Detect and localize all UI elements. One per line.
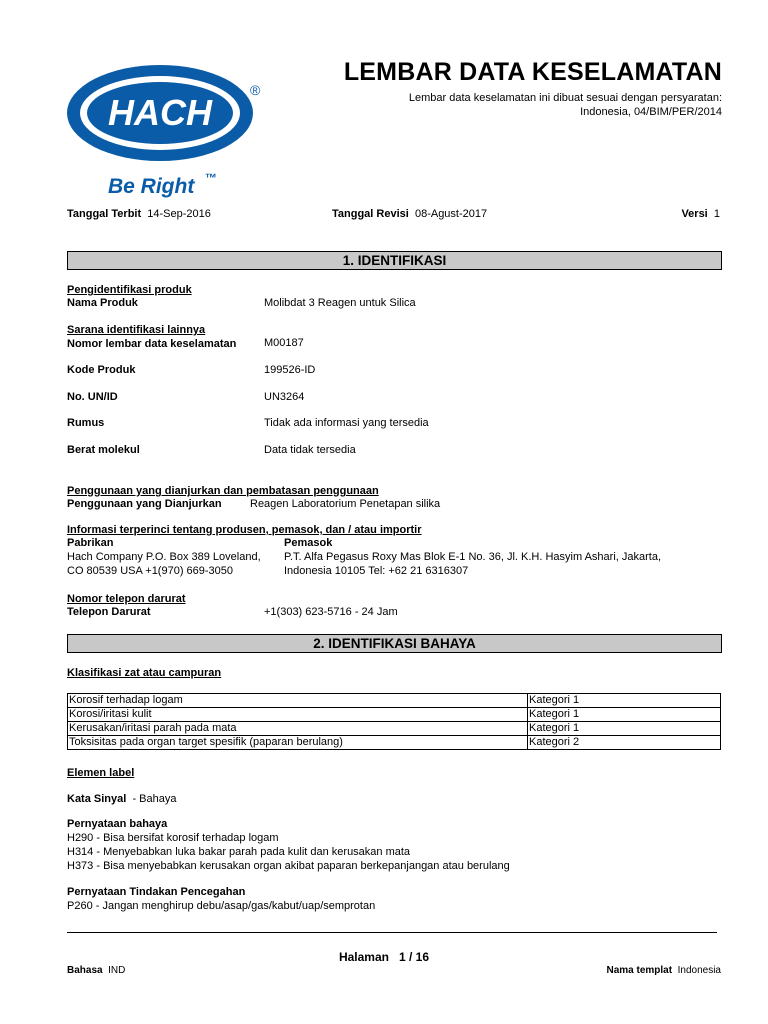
molecular-weight-label: Berat molekul	[67, 444, 140, 456]
sds-number-value: M00187	[264, 337, 304, 349]
sds-number-label: Nomor lembar data keselamatan	[67, 338, 237, 350]
page-label: Halaman	[338, 950, 389, 964]
product-id-heading: Pengidentifikasi produk	[67, 284, 192, 296]
document-title: LEMBAR DATA KESELAMATAN	[343, 58, 722, 86]
product-code-label: Kode Produk	[67, 364, 136, 376]
page-number	[0, 950, 768, 964]
section-2-header: 2. IDENTIFIKASI BAHAYA	[67, 634, 722, 653]
supplier-line-1: P.T. Alfa Pegasus Roxy Mas Blok E-1 No. 36, Jl. K.H. Hasyim Ashari, Jakarta,	[284, 551, 662, 563]
hazard-statement: H290 - Bisa bersifat korosif terhadap logam	[67, 832, 279, 844]
category-cell: Kategori 1	[528, 708, 721, 722]
manufacturer-address	[67, 550, 261, 578]
product-code-value: 199526-ID	[264, 364, 316, 376]
other-id-heading: Sarana identifikasi lainnya	[67, 324, 206, 336]
hazard-statement: H373 - Bisa menyebabkan kerusakan organ akibat paparan berkepanjangan atau berulang	[67, 860, 510, 872]
hazard-statements-list	[67, 831, 510, 873]
molecular-weight-value: Data tidak tersedia	[264, 444, 356, 456]
un-value: UN3264	[264, 391, 305, 403]
hazard-statements-heading: Pernyataan bahaya	[67, 818, 168, 830]
subtitle-line-2: Indonesia, 04/BIM/PER/2014	[580, 106, 722, 118]
footer-template	[560, 965, 721, 976]
template-value: Indonesia	[677, 965, 721, 976]
logo-tm: ™	[205, 171, 217, 185]
footer-divider	[67, 932, 717, 933]
table-row	[68, 722, 721, 736]
emergency-phone-value: +1(303) 623-5716 - 24 Jam	[264, 606, 398, 618]
hazard-cell: Toksisitas pada organ target spesifik (paparan berulang)	[68, 736, 528, 750]
supplier-label: Pemasok	[284, 537, 333, 549]
logo-registered: ®	[250, 82, 261, 98]
version-value: 1	[713, 208, 720, 220]
signal-word-value: - Bahaya	[132, 793, 177, 805]
formula-label: Rumus	[67, 417, 105, 429]
label-elements-heading: Elemen label	[67, 767, 135, 779]
supplier-line-2: Indonesia 10105 Tel: +62 21 6316307	[284, 565, 469, 577]
language-value: IND	[108, 965, 126, 976]
issue-date	[67, 208, 211, 220]
hach-logo	[64, 62, 270, 202]
table-row	[68, 736, 721, 750]
issue-date-value: 14-Sep-2016	[147, 208, 211, 220]
version-label: Versi	[681, 208, 708, 220]
formula-value: Tidak ada informasi yang tersedia	[264, 417, 429, 429]
emergency-heading: Nomor telepon darurat	[67, 593, 186, 605]
supplier-info-heading: Informasi terperinci tentang produsen, pemasok, dan / atau importir	[67, 524, 422, 536]
language-label: Bahasa	[67, 965, 103, 976]
table-row	[68, 694, 721, 708]
revision-date-value: 08-Agust-2017	[414, 208, 488, 220]
hazard-cell: Korosi/iritasi kulit	[68, 708, 528, 722]
recommended-use-value: Reagen Laboratorium Penetapan silika	[250, 498, 441, 510]
revision-date	[332, 208, 487, 220]
template-label: Nama templat	[606, 965, 673, 976]
page-value: 1 / 16	[399, 950, 430, 964]
issue-date-label: Tanggal Terbit	[67, 208, 142, 220]
table-row	[68, 708, 721, 722]
precaution-statement: P260 - Jangan menghirup debu/asap/gas/kabut/uap/semprotan	[67, 900, 376, 912]
manufacturer-line-2: CO 80539 USA +1(970) 669-3050	[67, 565, 234, 577]
precaution-statements-list	[67, 899, 375, 913]
supplier-address	[284, 550, 661, 578]
version	[640, 208, 720, 220]
classification-heading: Klasifikasi zat atau campuran	[67, 667, 222, 679]
category-cell: Kategori 1	[528, 722, 721, 736]
hazard-statement: H314 - Menyebabkan luka bakar parah pada kulit dan kerusakan mata	[67, 846, 411, 858]
un-label: No. UN/ID	[67, 391, 118, 403]
revision-date-label: Tanggal Revisi	[332, 208, 409, 220]
hazard-cell: Korosif terhadap logam	[68, 694, 528, 708]
logo-tagline: Be Right	[108, 175, 195, 198]
classification-table	[67, 693, 721, 750]
category-cell: Kategori 1	[528, 694, 721, 708]
emergency-phone-label: Telepon Darurat	[67, 606, 151, 618]
signal-word	[67, 792, 176, 806]
recommended-use-heading: Penggunaan yang dianjurkan dan pembatasan penggunaan	[67, 485, 379, 497]
subtitle-line-1: Lembar data keselamatan ini dibuat sesuai dengan persyaratan:	[408, 92, 722, 104]
category-cell: Kategori 2	[528, 736, 721, 750]
product-name-value: Molibdat 3 Reagen untuk Silica	[264, 297, 416, 309]
section-1-header: 1. IDENTIFIKASI	[67, 251, 722, 270]
manufacturer-line-1: Hach Company P.O. Box 389 Loveland,	[67, 551, 261, 563]
precaution-heading: Pernyataan Tindakan Pencegahan	[67, 886, 246, 898]
signal-word-label: Kata Sinyal	[67, 793, 127, 805]
product-name-label: Nama Produk	[67, 297, 138, 309]
manufacturer-label: Pabrikan	[67, 537, 114, 549]
document-subtitle	[340, 91, 722, 119]
footer-language	[67, 965, 125, 976]
logo-brand: HACH	[108, 92, 212, 133]
hazard-cell: Kerusakan/iritasi parah pada mata	[68, 722, 528, 736]
recommended-use-label: Penggunaan yang Dianjurkan	[67, 498, 222, 510]
